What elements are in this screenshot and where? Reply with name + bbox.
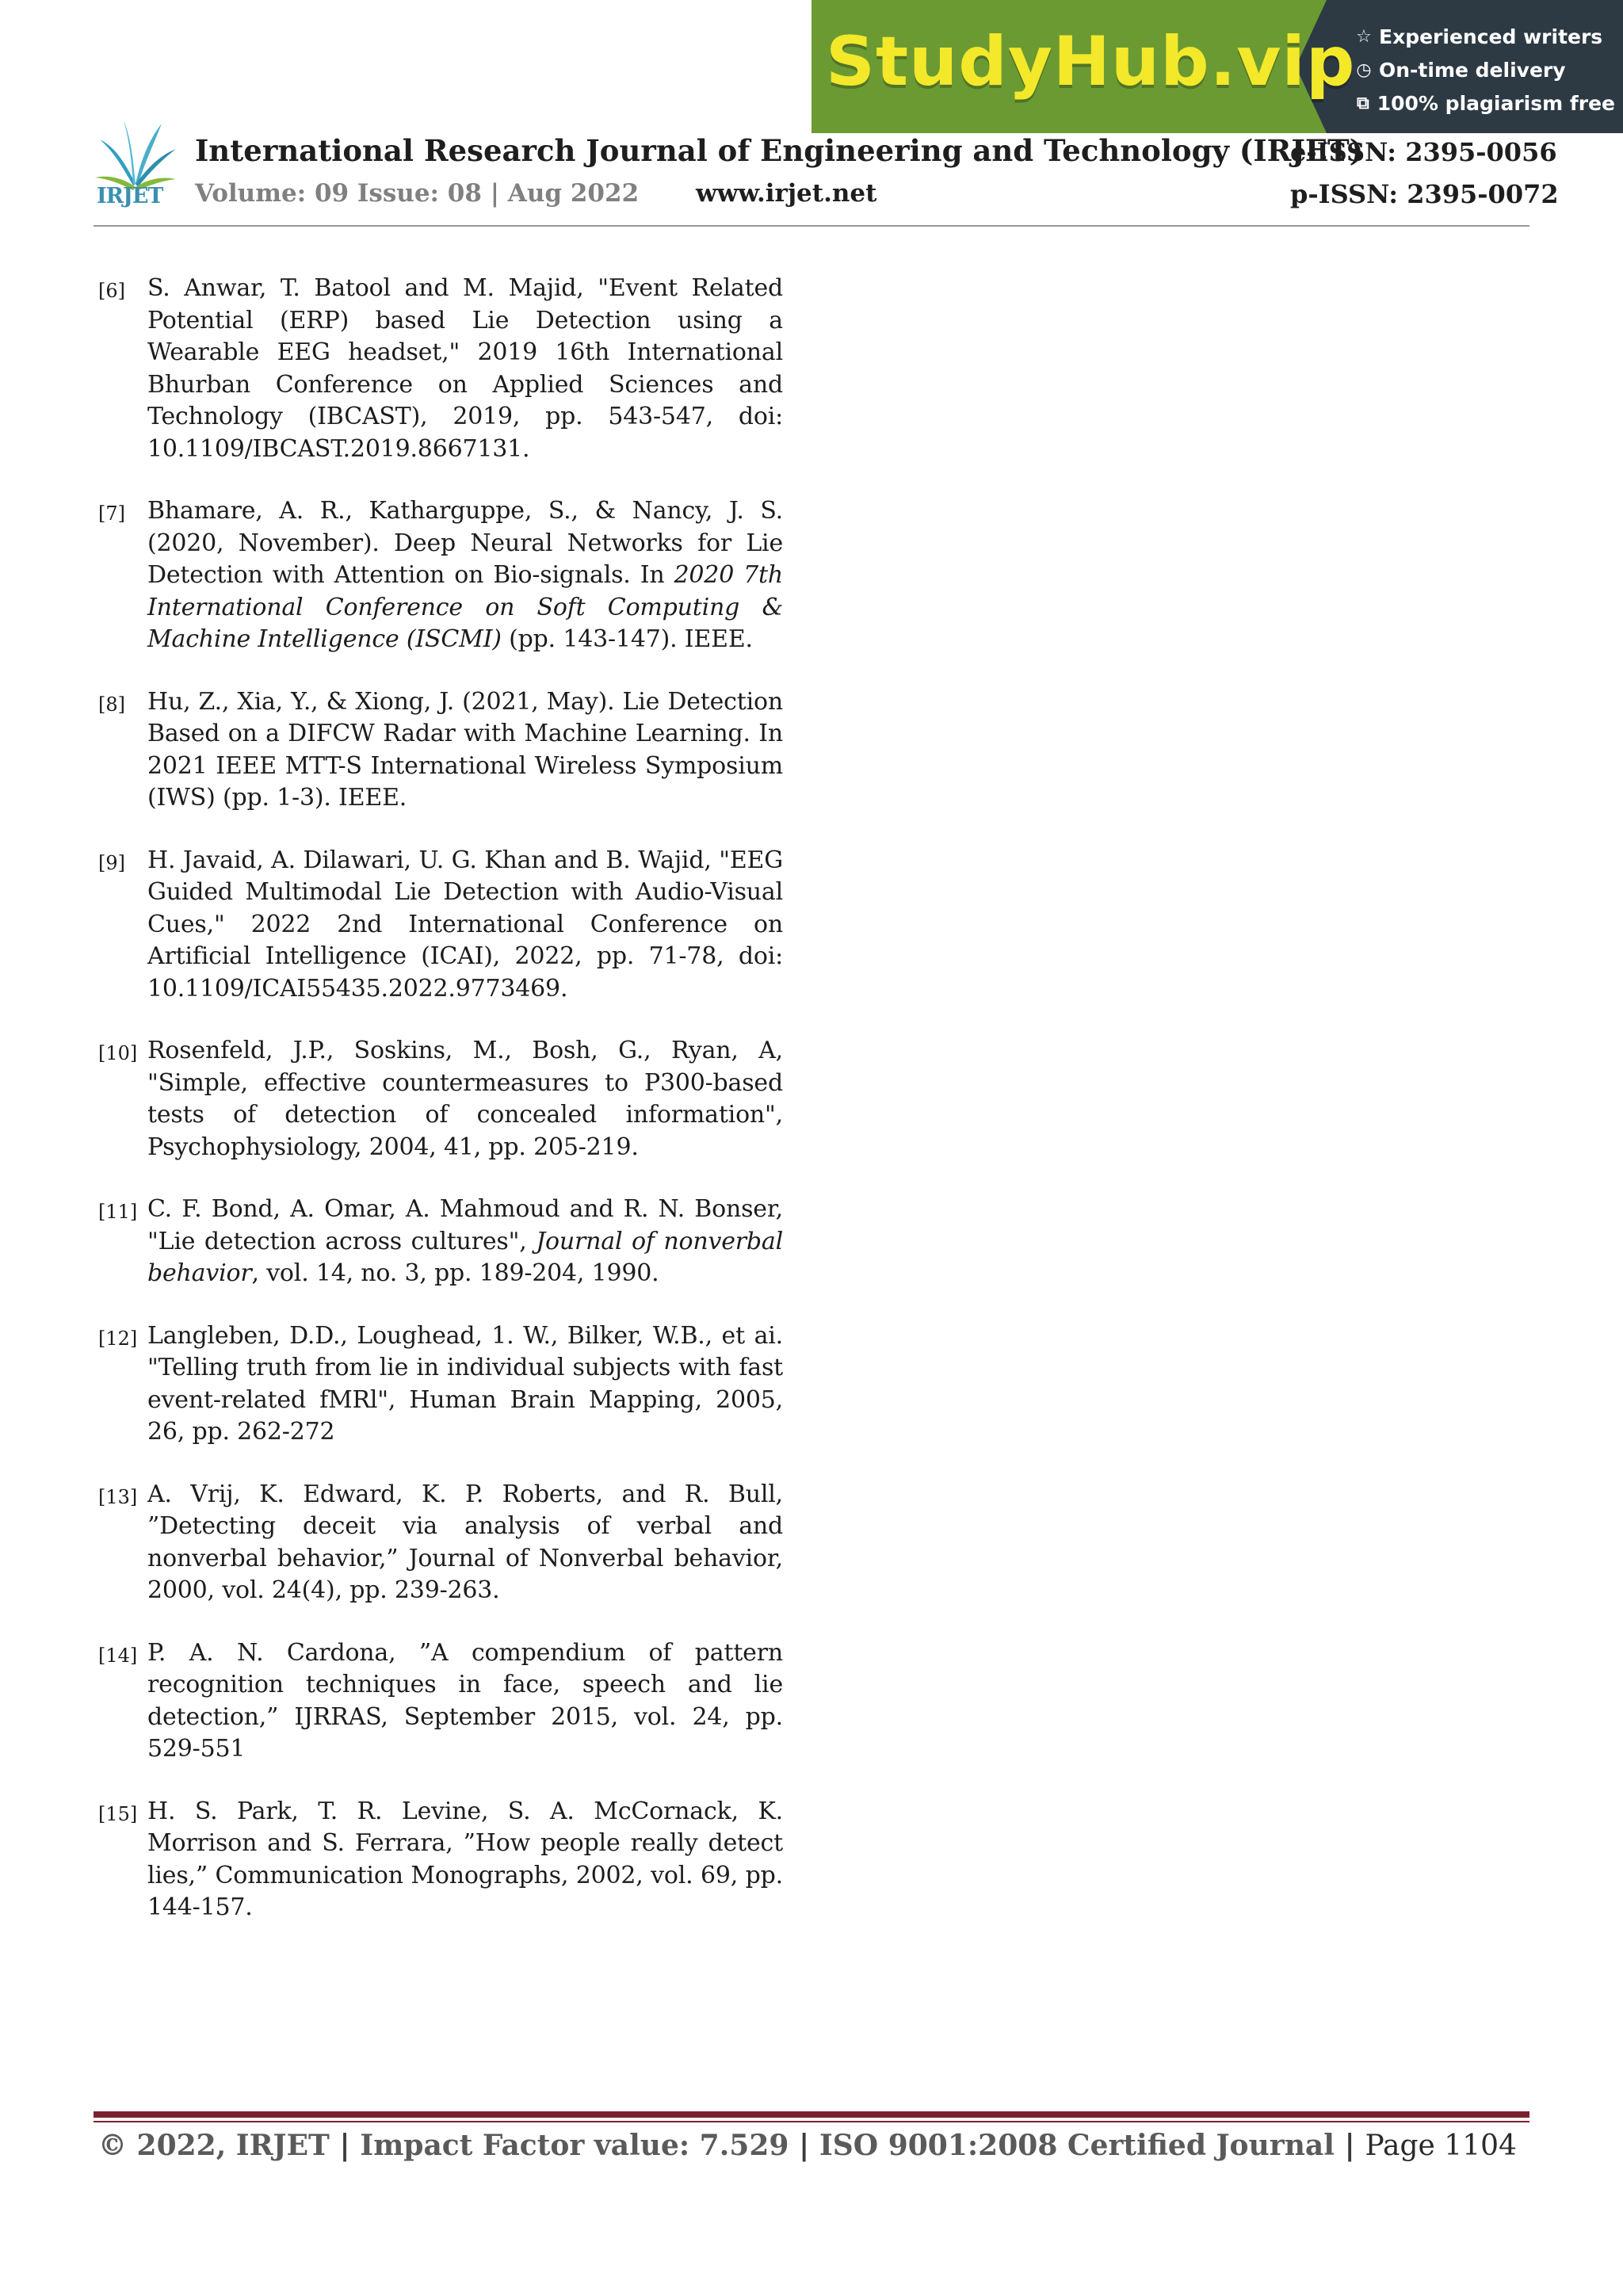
footer-iso-certification: ISO 9001:2008 Certified Journal xyxy=(819,2129,1335,2162)
reference-item xyxy=(98,1035,783,1163)
reference-text-segment: , vol. 14, no. 3, pp. 189-204, 1990. xyxy=(251,1259,659,1287)
reference-item xyxy=(98,1194,783,1290)
footer-separator: | xyxy=(1344,2129,1355,2162)
banner-feature-label: Experienced writers xyxy=(1379,25,1603,48)
reference-text xyxy=(147,1194,783,1290)
banner-feature-label: 100% plagiarism free xyxy=(1377,92,1615,115)
reference-text-segment: C. F. Bond, A. Omar, A. Mahmoud and R. N. Bonser, "Lie detection across cultures", xyxy=(147,1195,783,1255)
banner-feature xyxy=(1354,21,1615,54)
reference-text-segment: H. Javaid, A. Dilawari, U. G. Khan and B. Wajid, "EEG Guided Multimodal Lie Detection with Audio-Visual Cues," 2022 2nd International Conference on Artificial Intelligence (ICAI), 2022, pp. 71-78, doi: 10.1109/ICAI55435.2022.9773469. xyxy=(147,846,783,1003)
reference-item xyxy=(98,273,783,465)
reference-number: [12] xyxy=(98,1327,138,1350)
reference-text-segment: P. A. N. Cardona, ”A compendium of pattern recognition techniques in face, speech and lie detection,” IJRRAS, September 2015, vol. 24, pp. 529-551 xyxy=(147,1638,783,1763)
reference-text-segment: Rosenfeld, J.P., Soskins, M., Bosh, G., Ryan, A, "Simple, effective countermeasures to P300-based tests of detection of concealed information", Psychophysiology, 2004, 41, pp. 205-219. xyxy=(147,1037,783,1161)
reference-text xyxy=(147,273,783,465)
reference-item xyxy=(98,845,783,1006)
reference-text-segment: A. Vrij, K. Edward, K. P. Roberts, and R. Bull, ”Detecting deceit via analysis of verbal and nonverbal behavior,” Journal of Nonverbal behavior, 2000, vol. 24(4), pp. 239-263. xyxy=(147,1480,783,1604)
reference-number: [8] xyxy=(98,693,125,716)
reference-item xyxy=(98,1637,783,1766)
reference-item xyxy=(98,686,783,815)
studyhub-logo: StudyHub.vip xyxy=(826,22,1356,101)
irjet-logo-text: IRJET xyxy=(97,184,163,208)
e-issn: e-ISSN: 2395-0056 xyxy=(1290,137,1557,167)
star-outline-icon: ☆ xyxy=(1356,27,1372,47)
reference-text-segment: H. S. Park, T. R. Levine, S. A. McCornack, K. Morrison and S. Ferrara, ”How people really detect lies,” Communication Monographs, 2002, vol. 69, pp. 144-157. xyxy=(147,1797,783,1921)
reference-number: [10] xyxy=(98,1042,138,1064)
banner-feature-list xyxy=(1354,21,1615,120)
reference-item xyxy=(98,1320,783,1449)
reference-text-segment: S. Anwar, T. Batool and M. Majid, "Event Related Potential (ERP) based Lie Detection using a Wearable EEG headset," 2019 16th International Bhurban Conference on Applied Sciences and Technology (IBCAST), 2019, pp. 543-547, doi: 10.1109/IBCAST.2019.8667131. xyxy=(147,274,783,463)
clock-icon: ◷ xyxy=(1356,60,1372,80)
reference-text xyxy=(147,686,783,815)
reference-list xyxy=(98,273,783,1954)
reference-text xyxy=(147,495,783,656)
footer-divider-thin xyxy=(94,2121,1529,2122)
footer-impact-factor: Impact Factor value: 7.529 xyxy=(360,2129,789,2162)
volume-issue: Volume: 09 Issue: 08 | Aug 2022 xyxy=(195,179,640,208)
footer-separator: | xyxy=(799,2129,810,2162)
reference-item xyxy=(98,1796,783,1924)
reference-text-segment: Hu, Z., Xia, Y., & Xiong, J. (2021, May). Lie Detection Based on a DIFCW Radar with Machine Learning. In 2021 IEEE MTT-S International Wireless Symposium (IWS) (pp. 1-3). IEEE. xyxy=(147,687,783,812)
banner-feature xyxy=(1354,87,1615,120)
page-number: Page 1104 xyxy=(1365,2129,1517,2162)
reference-number: [13] xyxy=(98,1485,138,1508)
reference-text xyxy=(147,1035,783,1163)
reference-text xyxy=(147,1320,783,1449)
journal-website[interactable]: www.irjet.net xyxy=(696,179,877,208)
reference-text xyxy=(147,1637,783,1766)
reference-text xyxy=(147,1479,783,1607)
reference-number: [14] xyxy=(98,1644,138,1667)
reference-number: [6] xyxy=(98,280,125,302)
reference-number: [7] xyxy=(98,502,125,525)
reference-number: [9] xyxy=(98,851,125,874)
reference-text-segment: Bhamare, A. R., Katharguppe, S., & Nancy, J. S. (2020, November). Deep Neural Networks for Lie Detection with Attention on Bio-signals. In xyxy=(147,497,783,589)
reference-item xyxy=(98,495,783,656)
reference-text-segment: Langleben, D.D., Loughead, 1. W., Bilker, W.B., et ai. "Telling truth from lie in individual subjects with fast event-related fMRl", Human Brain Mapping, 2005, 26, pp. 262-272 xyxy=(147,1321,783,1446)
footer-divider-thick xyxy=(94,2111,1529,2118)
journal-title: International Research Journal of Engineering and Technology (IRJET) xyxy=(195,133,1364,168)
reference-text xyxy=(147,1796,783,1924)
footer-copyright: © 2022, IRJET xyxy=(98,2129,330,2162)
copy-icon: ⧉ xyxy=(1357,94,1369,113)
reference-text xyxy=(147,845,783,1006)
reference-number: [15] xyxy=(98,1802,138,1825)
reference-item xyxy=(98,1479,783,1607)
banner-feature-label: On-time delivery xyxy=(1379,59,1566,82)
footer-separator: | xyxy=(339,2129,350,2162)
header-divider xyxy=(94,225,1529,227)
reference-italic-text: 2020 7th International Conference on Soft Computing & Machine Intelligence (ISCMI) xyxy=(147,561,783,653)
studyhub-banner[interactable] xyxy=(812,0,1623,133)
banner-feature xyxy=(1354,54,1615,87)
reference-text-segment: (pp. 143-147). IEEE. xyxy=(501,625,753,653)
page-footer xyxy=(98,2129,1517,2162)
p-issn: p-ISSN: 2395-0072 xyxy=(1290,179,1559,209)
reference-italic-text: Journal of nonverbal behavior xyxy=(147,1227,783,1287)
reference-number: [11] xyxy=(98,1201,138,1223)
